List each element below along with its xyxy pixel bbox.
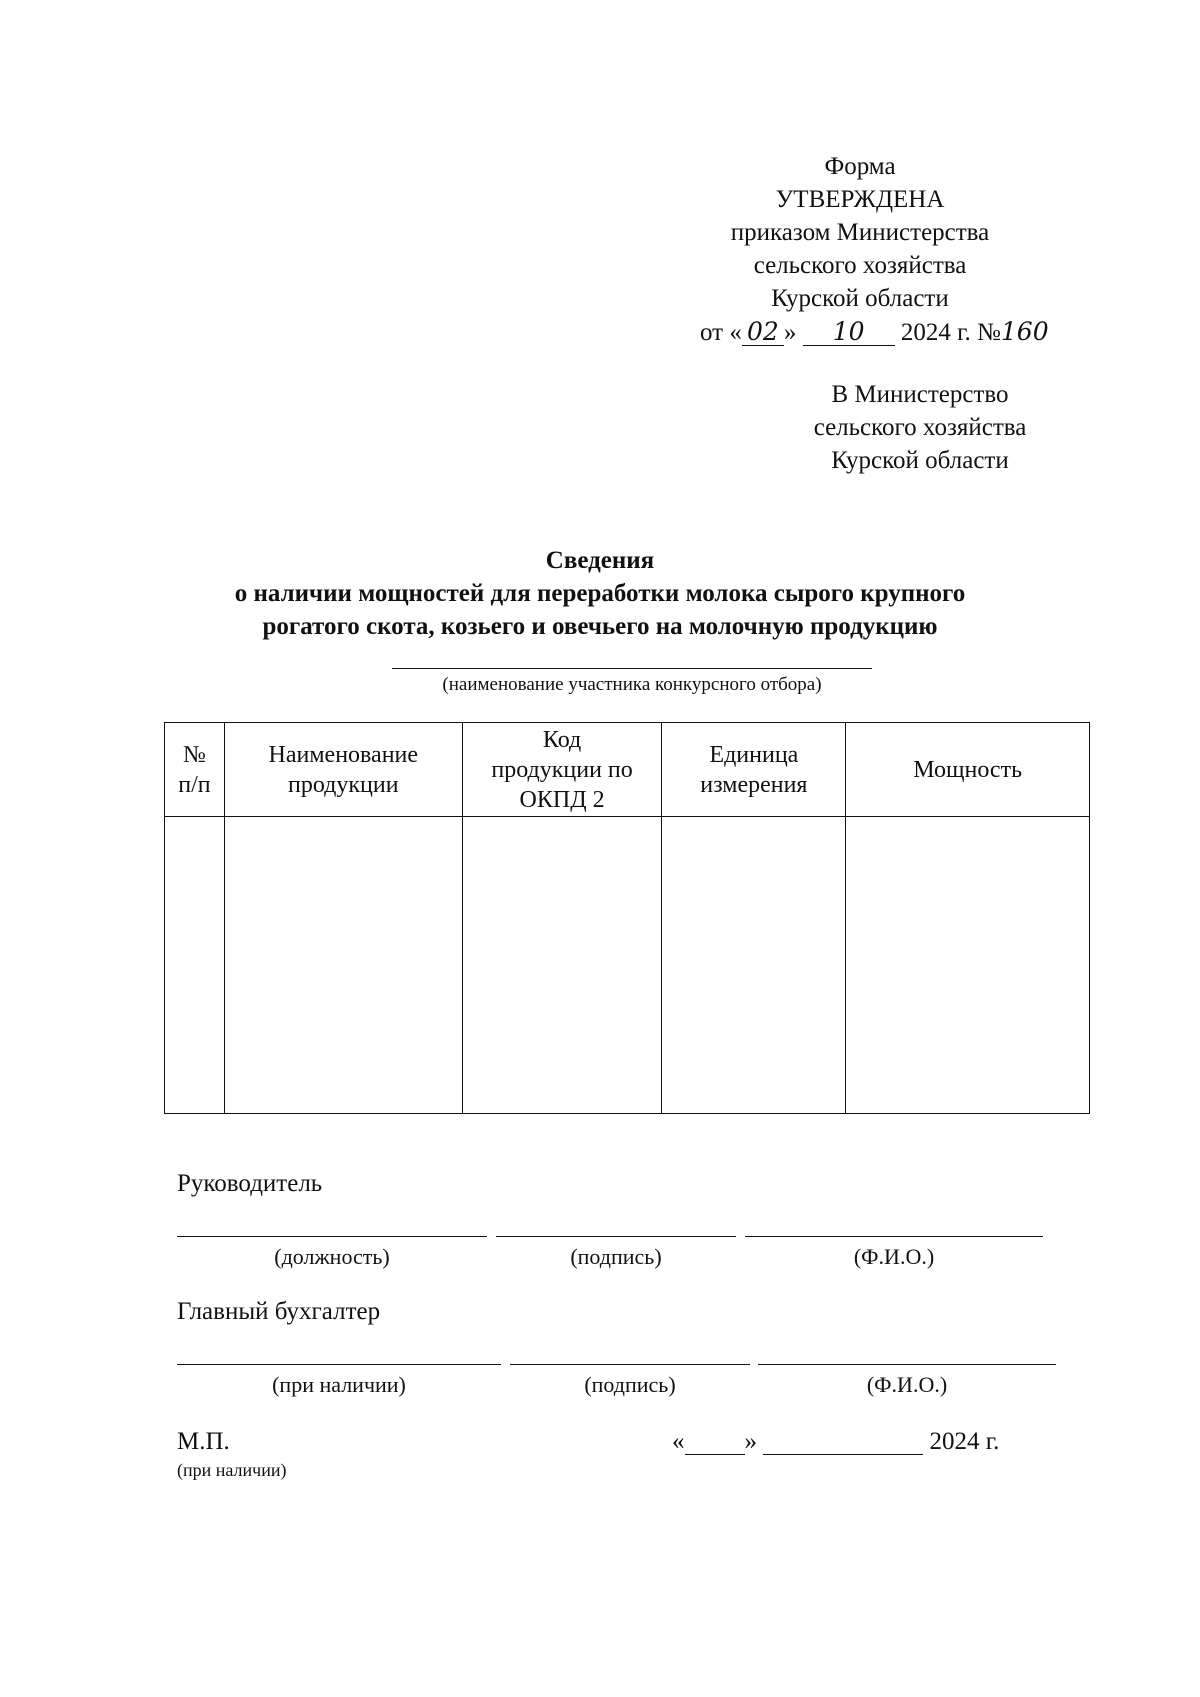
sign-date-line: [672, 1428, 999, 1456]
form-label: Форма: [824, 153, 896, 180]
head-label: Руководитель: [177, 1170, 323, 1197]
cell-product-name[interactable]: [224, 817, 462, 1114]
head-fio-field[interactable]: [745, 1236, 1043, 1237]
sign-month-field[interactable]: [763, 1430, 923, 1455]
order-line-2: сельского хозяйства: [753, 252, 967, 279]
participant-name-field[interactable]: [392, 668, 872, 669]
header-unit: Единица измерения: [662, 723, 846, 817]
cell-capacity[interactable]: [846, 817, 1090, 1114]
accountant-signature-field[interactable]: [510, 1364, 750, 1365]
addressee-block: [780, 378, 1060, 477]
addressee-line-2: сельского хозяйства: [813, 414, 1027, 441]
order-month: 10: [803, 319, 895, 346]
order-number: 160: [1000, 317, 1049, 346]
accountant-fio-caption: (Ф.И.О.): [866, 1372, 948, 1397]
header-product-name: Наименование продукции: [224, 723, 462, 817]
addressee-line-1: В Министерство: [831, 381, 1009, 408]
cell-unit[interactable]: [662, 817, 846, 1114]
addressee-line-3: Курской области: [831, 447, 1009, 474]
table-header-row: [165, 723, 1090, 817]
accountant-fio-field[interactable]: [758, 1364, 1056, 1365]
date-prefix: от «: [700, 319, 742, 346]
accountant-if-any-caption: (при наличии): [272, 1372, 406, 1397]
sign-day-field[interactable]: [685, 1430, 745, 1455]
date-open-quote: «: [672, 1428, 685, 1455]
head-position-caption: (должность): [274, 1244, 390, 1269]
accountant-position-field[interactable]: [177, 1364, 501, 1365]
head-signature-caption: (подпись): [570, 1244, 662, 1269]
head-fio-caption: (Ф.И.О.): [853, 1244, 935, 1269]
head-signature-field[interactable]: [496, 1236, 736, 1237]
accountant-signature-caption: (подпись): [584, 1372, 676, 1397]
header-capacity: Мощность: [846, 723, 1090, 817]
order-line-1: приказом Министерства: [730, 219, 990, 246]
table-row: [165, 817, 1090, 1114]
head-position-field[interactable]: [177, 1236, 487, 1237]
date-close-quote: »: [744, 1428, 757, 1455]
approval-block: [700, 150, 1049, 349]
accountant-label: Главный бухгалтер: [177, 1298, 381, 1325]
header-okpd-code: Код продукции по ОКПД 2: [462, 723, 662, 817]
title-line-2: о наличии мощностей для переработки молока сырого крупного: [234, 580, 966, 607]
title-line-1: Сведения: [545, 547, 655, 574]
capacity-table: [164, 722, 1090, 1114]
participant-caption: (наименование участника конкурсного отбора): [442, 674, 822, 695]
title-line-3: рогатого скота, козьего и овечьего на молочную продукцию: [262, 613, 938, 640]
order-year: 2024 г. №: [900, 319, 1001, 346]
cell-no[interactable]: [165, 817, 225, 1114]
cell-okpd-code[interactable]: [462, 817, 662, 1114]
order-date-line: [700, 315, 1049, 349]
order-day: 02: [742, 319, 784, 346]
sign-year: 2024 г.: [929, 1428, 1000, 1455]
approved-label: УТВЕРЖДЕНА: [775, 186, 945, 213]
date-mid: »: [783, 319, 797, 346]
document-title: [150, 544, 1050, 643]
stamp-label: М.П.: [177, 1428, 230, 1455]
order-line-3: Курской области: [771, 285, 949, 312]
header-no: № п/п: [165, 723, 225, 817]
stamp-if-any-caption: (при наличии): [177, 1460, 287, 1480]
